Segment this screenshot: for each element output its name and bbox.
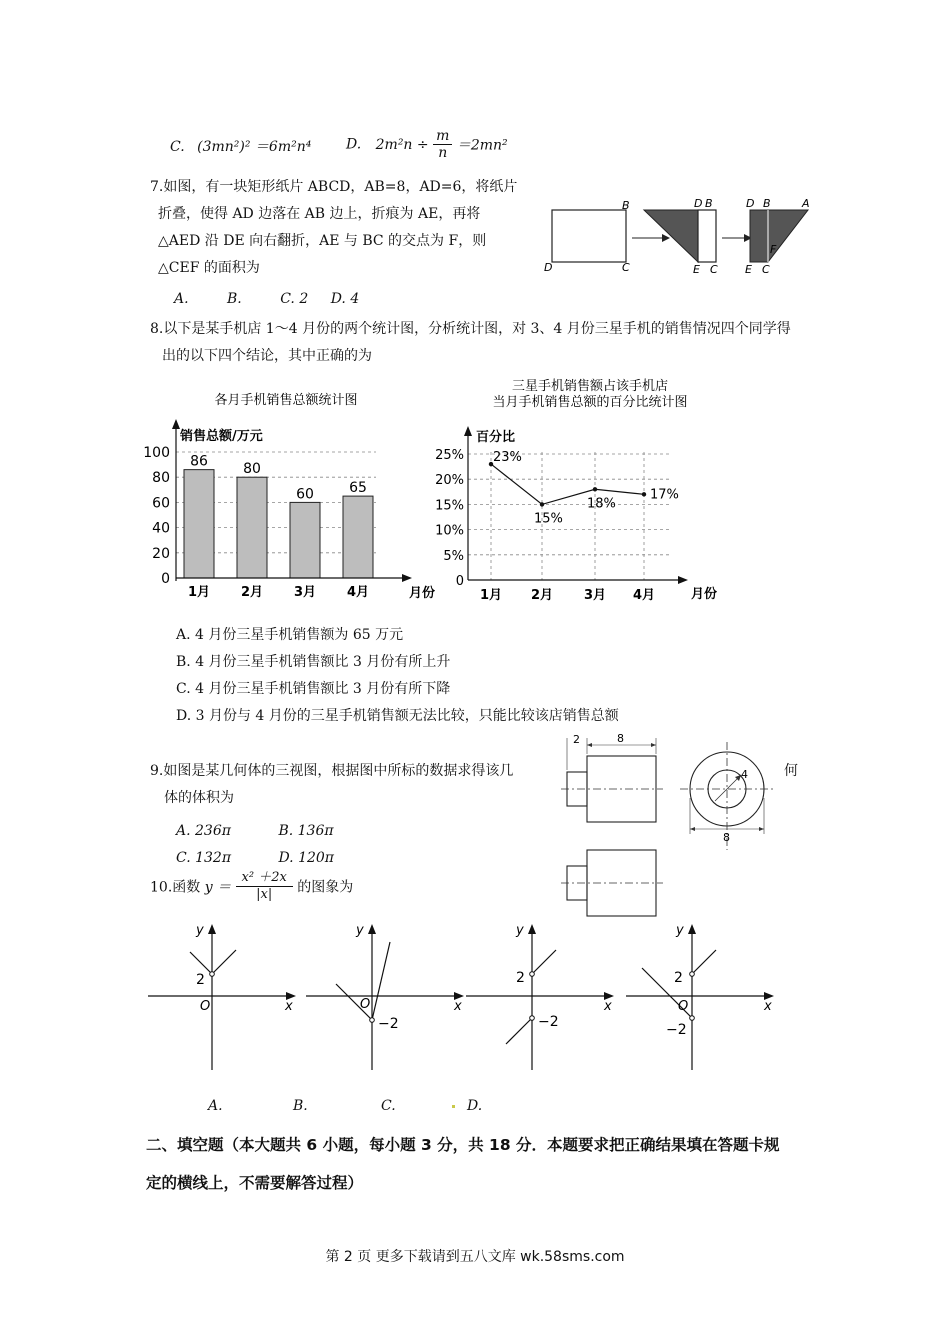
y-axis-arrow-icon [464, 426, 472, 436]
option-d: D. [467, 1098, 483, 1114]
graph-option-b [300, 918, 470, 1076]
math-expression: y ＝ [204, 879, 232, 896]
line-chart [435, 370, 740, 610]
fraction-numerator: x² ＋2x [236, 870, 293, 887]
option-b: B. 4 月份三星手机销售额比 3 月份有所上升 [176, 654, 451, 670]
option-d: D. 3 月份与 4 月份的三星手机销售额无法比较，只能比较该店销售总额 [176, 708, 619, 724]
fraction-numerator: m [433, 128, 452, 145]
dimension-label-4: 4 [741, 768, 748, 781]
y-tick-label: 60 [152, 495, 170, 512]
y-tick-label: 100 [143, 445, 170, 461]
x-axis-label: 月份 [690, 587, 718, 602]
dimension-arrow-icon [690, 827, 695, 831]
bar-value-label: 65 [349, 480, 367, 497]
bar-value-label: 60 [296, 486, 314, 503]
q9-options [176, 818, 334, 872]
label-c: C [622, 261, 630, 274]
question-line: 9.如图是某几何体的三视图，根据图中所标的数据求得该几 [150, 763, 514, 779]
label-y: y [196, 923, 204, 938]
option-a: A. [174, 291, 189, 307]
question-line: △CEF 的面积为 [158, 260, 260, 276]
question-line-tail: 何 [784, 763, 798, 779]
label-x: x [604, 999, 612, 1014]
option-b: B. [227, 291, 242, 307]
bar [290, 502, 320, 578]
q8-text [150, 316, 830, 370]
label-a: A [802, 197, 810, 210]
fraction [433, 128, 452, 161]
y-axis-arrow-icon [208, 924, 216, 934]
option-b: B. [293, 1098, 308, 1114]
x-tick-label: 4月 [346, 585, 370, 600]
section-2-heading [146, 1128, 826, 1200]
label-y: y [356, 923, 364, 938]
open-point [690, 972, 695, 977]
q10-options [0, 1098, 950, 1118]
bar [343, 496, 373, 578]
graph-branch-left [506, 1018, 532, 1044]
y-axis-arrow-icon [528, 924, 536, 934]
stray-dot [452, 1105, 455, 1108]
remaining-strip [698, 210, 716, 262]
chart-title-line-2: 当月手机销售总额的百分比统计图 [492, 395, 688, 410]
q6-option-c [170, 136, 311, 156]
data-point [593, 487, 597, 491]
y-tick-label: 25% [435, 448, 464, 463]
label-d: D [694, 197, 703, 210]
label-2: 2 [196, 972, 205, 988]
label-c: C [710, 263, 718, 276]
open-point [690, 1016, 695, 1021]
y-axis-arrow-icon [368, 924, 376, 934]
y-tick-label: 0 [161, 571, 170, 587]
section-line: 定的横线上，不需要解答过程） [146, 1174, 364, 1192]
label-neg-2: −2 [538, 1014, 559, 1030]
graph-branch-right [212, 950, 236, 974]
y-tick-label: 40 [152, 520, 170, 537]
question-line: 出的以下四个结论，其中正确的为 [162, 348, 372, 364]
option-c: C. 2 [280, 291, 309, 307]
x-tick-label: 3月 [583, 588, 607, 603]
question-prefix: 10.函数 [150, 879, 201, 896]
chart-title-line-1: 三星手机销售额占该手机店 [511, 379, 669, 394]
graph-option-d [620, 918, 780, 1076]
open-point [530, 1016, 535, 1021]
graph-option-a [140, 918, 300, 1076]
q8-options [176, 622, 776, 730]
dimension-arrow-icon [651, 743, 656, 747]
option-b: B. 136π [278, 823, 334, 839]
q9-text [150, 758, 550, 812]
graph-branch-right [532, 950, 556, 974]
option-c: C. [381, 1098, 396, 1114]
y-tick-label: 0 [455, 574, 464, 589]
question-suffix: 的图象为 [297, 879, 354, 896]
label-neg-2: −2 [378, 1016, 399, 1032]
option-a: A. 236π [176, 823, 231, 839]
x-axis-arrow-icon [402, 574, 412, 582]
point-value-label: 17% [650, 487, 679, 503]
folded-triangle [644, 210, 698, 262]
label-c: C [762, 263, 770, 276]
flipped-triangle [750, 210, 808, 262]
page-footer: 第 2 页 更多下载请到五八文库 wk.58sms.com [325, 1249, 625, 1265]
x-tick-label: 2月 [530, 588, 554, 603]
x-tick-label: 1月 [187, 585, 211, 600]
graph-branch-left [190, 952, 212, 974]
y-tick-label: 5% [443, 548, 464, 564]
label-neg-2: −2 [666, 1022, 687, 1038]
option-a: A. [208, 1098, 223, 1114]
dimension-label-2: 2 [573, 733, 580, 746]
dimension-arrow-icon [587, 743, 592, 747]
y-tick-label: 10% [435, 523, 464, 539]
series-line [491, 464, 644, 504]
point-value-label: 18% [587, 496, 616, 512]
option-c: C. 4 月份三星手机销售额比 3 月份有所下降 [176, 681, 451, 697]
x-tick-label: 4月 [632, 588, 656, 603]
open-point [530, 972, 535, 977]
option-d: D. 4 [330, 291, 360, 307]
bar [184, 470, 214, 578]
y-tick-label: 15% [435, 498, 464, 514]
fraction-denominator: |x| [256, 887, 273, 902]
arrow-head-icon [662, 234, 670, 242]
label-e: E [745, 263, 752, 276]
math-expression: ＝2mn² [456, 137, 508, 154]
graph-option-c [460, 918, 620, 1076]
question-line: 8.以下是某手机店 1～4 月份的两个统计图，分析统计图，对 3、4 月份三星手机的销售情况四个同学得 [150, 321, 791, 337]
dimension-arrow-icon [759, 827, 764, 831]
section-line: 二、填空题（本大题共 6 小题，每小题 3 分，共 18 分．本题要求把正确结果填在答题卡规 [146, 1136, 780, 1154]
y-tick-label: 80 [152, 470, 170, 487]
point-value-label: 23% [493, 450, 522, 466]
label-x: x [764, 999, 772, 1014]
y-axis-label: 百分比 [476, 430, 516, 445]
graph-branch-right [372, 942, 390, 1020]
y-axis-arrow-icon [688, 924, 696, 934]
question-line: 7.如图，有一块矩形纸片 ABCD，AB=8，AD=6，将纸片 [150, 179, 518, 195]
x-tick-label: 3月 [293, 585, 317, 600]
label-origin: O [200, 999, 211, 1014]
bar [237, 477, 267, 578]
label-2: 2 [516, 970, 525, 986]
bar-value-label: 86 [190, 453, 208, 470]
bar-value-label: 80 [243, 461, 261, 478]
question-line: △AED 沿 DE 向右翻折，AE 与 BC 的交点为 F，则 [158, 233, 487, 249]
option-a: A. 4 月份三星手机销售额为 65 万元 [176, 627, 404, 643]
option-d: D. 120π [278, 850, 335, 866]
option-label: D. [346, 136, 362, 153]
label-f: F [770, 243, 777, 256]
q6-option-d [346, 128, 508, 161]
label-d: D [746, 197, 755, 210]
open-point [370, 1018, 375, 1023]
option-c: C. 132π [176, 850, 232, 866]
label-y: y [676, 923, 684, 938]
label-b: B [622, 199, 630, 212]
question-line: 体的体积为 [164, 790, 234, 806]
x-tick-label: 1月 [479, 588, 503, 603]
label-x: x [454, 999, 462, 1014]
y-axis-arrow-icon [172, 419, 180, 429]
point-value-label: 15% [534, 511, 563, 527]
label-e: E [693, 263, 700, 276]
math-expression: 2m²n ÷ [375, 136, 429, 153]
dimension-label-8: 8 [723, 831, 730, 844]
x-tick-label: 2月 [240, 585, 264, 600]
x-axis-label: 月份 [408, 586, 436, 601]
data-point [642, 492, 646, 496]
label-d: D [544, 261, 553, 274]
y-tick-label: 20% [435, 473, 464, 489]
label-b: B [705, 197, 713, 210]
q7-folding-figure [540, 195, 820, 280]
label-origin: O [678, 999, 689, 1014]
x-axis-arrow-icon [678, 576, 688, 584]
question-line: 折叠，使得 AD 边落在 AB 边上，折痕为 AE，再将 [158, 206, 481, 222]
y-tick-label: 20 [152, 545, 170, 562]
fraction [236, 870, 293, 903]
dimension-label-8: 8 [617, 732, 624, 745]
rectangle-abcd [552, 210, 626, 262]
data-point [540, 502, 544, 506]
q7-options [174, 291, 359, 307]
math-expression: (3mn²)² ＝6m²n⁴ [197, 139, 312, 155]
label-2: 2 [674, 970, 683, 986]
open-point [210, 972, 215, 977]
chart-title: 各月手机销售总额统计图 [214, 393, 358, 408]
y-axis-label: 销售总额/万元 [180, 429, 263, 444]
option-label: C. [170, 139, 185, 155]
graph-branch-right [692, 950, 716, 974]
label-b: B [763, 197, 771, 210]
label-origin: O [360, 997, 371, 1012]
label-x: x [285, 999, 293, 1014]
label-y: y [516, 923, 524, 938]
q7-text [150, 174, 530, 282]
q10-text [150, 870, 353, 903]
fraction-denominator: n [438, 145, 448, 161]
q9-three-view-figure [555, 728, 795, 923]
bar-chart [140, 385, 440, 610]
